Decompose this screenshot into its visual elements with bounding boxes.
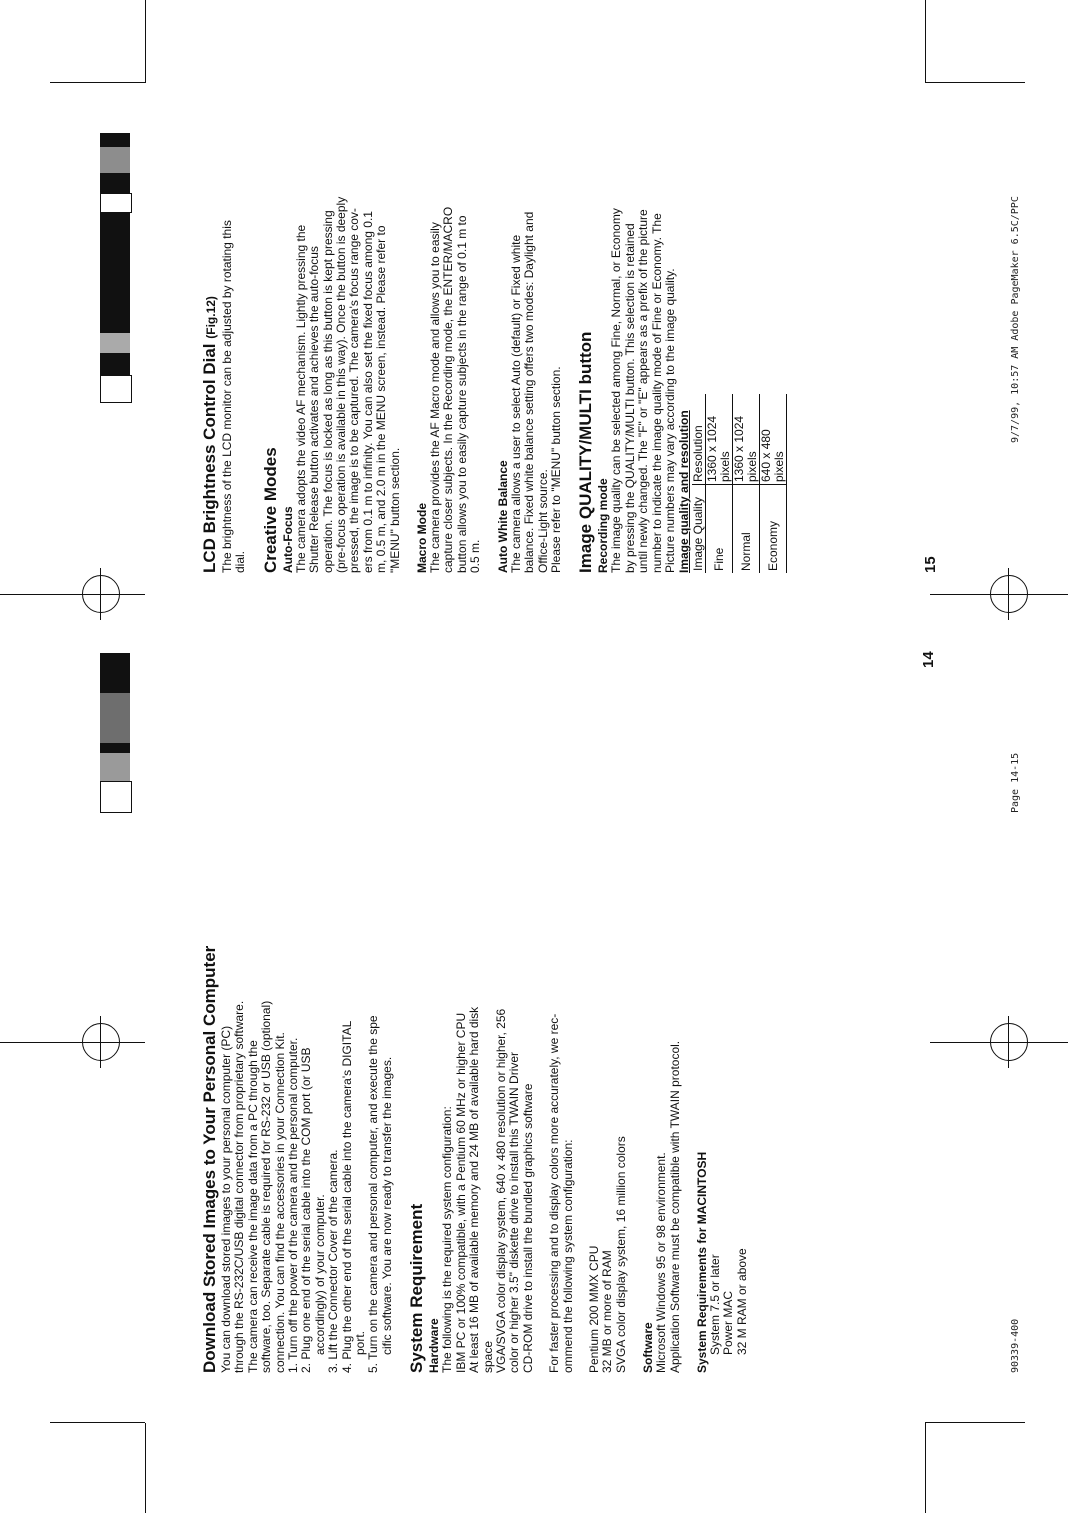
hardware-line: The following is the required system configuration: (440, 1106, 455, 1373)
macro-heading: Macro Mode (415, 502, 430, 573)
swatch-white (100, 781, 132, 813)
step-item: 1. Turn off the power of the camera and the personal computer. (286, 1037, 301, 1373)
step-item: 3. Lift the Connector Cover of the camera. (326, 1149, 341, 1373)
mac-heading: System Requirements for MACINTOSH (694, 1151, 709, 1373)
registration-line (0, 1042, 145, 1043)
quality-title: Image QUALITY/MULTI button (576, 331, 596, 573)
download-line: You can download stored images to your personal computer (PC) (219, 1025, 233, 1373)
recommended-item: SVGA color display system, 16 million colors (613, 1136, 628, 1373)
table-cell: Normal (733, 485, 760, 574)
swatch-gray (100, 333, 130, 353)
quality-line: by pressing the QUALITY/MULTI button. This selection is retained (622, 223, 637, 573)
recommended-item: 32 MB or more of RAM (600, 1250, 615, 1373)
download-title: Download Stored Images to Your Personal Computer (200, 945, 219, 1373)
mac-line: Power MAC (721, 1290, 736, 1355)
crop-mark (925, 82, 1025, 83)
swatch-gray (100, 753, 130, 781)
table-cell: 640 x 480 pixels (760, 394, 787, 485)
quality-line: number to indicate the image quality mode of Fine or Economy. The (649, 213, 664, 573)
step-item: 5. Turn on the camera and personal computer, and execute the spe (366, 1015, 381, 1373)
page-number-left: 14 (920, 651, 937, 668)
macro-line: capture closer subjects. In the Recording mode, the ENTER/MACRO (441, 206, 456, 573)
hardware-line: space (480, 1340, 495, 1373)
step-item: 4. Plug the other end of the serial cable into the camera's DIGITAL (339, 1020, 354, 1373)
table-row (760, 394, 787, 573)
autofocus-line: m, 0.5 m, and 2.0 m in the MENU screen, instead. Please refer to (374, 225, 389, 573)
creative-title: Creative Modes (260, 447, 280, 573)
step-item: port. (353, 1330, 368, 1355)
table-cell: Fine (706, 485, 733, 574)
faster-line: For faster processing and to display colors more accurately, we rec- (547, 1013, 562, 1373)
quality-line: Picture numbers may vary according to the image quality. (662, 268, 677, 573)
registration-line (930, 594, 1068, 595)
table-row (706, 394, 733, 573)
hardware-line: At least 16 MB of available memory and 24 MB of available hard disk (467, 1006, 482, 1373)
crop-mark (925, 0, 926, 83)
download-line: software, too. Separate cable is required for RS-232 or USB (optional) (259, 1000, 274, 1373)
page-number-right: 15 (922, 556, 939, 573)
right-column (200, 83, 787, 573)
registration-line (930, 1042, 1068, 1043)
hardware-line: CD-ROM drive to install the bundled graphics software (520, 1083, 535, 1373)
hardware-line: color or higher 3.5" diskette drive to install this TWAIN Driver (507, 1051, 522, 1373)
software-line: Microsoft Windows 95 or 98 environment. (654, 1152, 669, 1373)
crop-mark (50, 82, 145, 83)
macro-line: 0.5 m. (468, 539, 483, 573)
table-header-cell: Image Quality (692, 485, 706, 574)
quality-table (692, 394, 787, 573)
macro-line: The camera provides the AF Macro mode and allows you to easily (428, 222, 443, 573)
table-header-cell: Resolution (692, 394, 706, 485)
macro-line: button allows you to easily capture subjects in the range of 0.1 m to (454, 215, 469, 573)
color-bar-right (100, 133, 130, 403)
mac-line: System 7.5 or later (707, 1254, 722, 1355)
lcd-line: The brightness of the LCD monitor can be adjusted by rotating this (220, 220, 234, 573)
autofocus-line: "MENU" button section. (387, 447, 402, 573)
autofocus-line: ers from 0.1 m to infinity. You can also set the fixed focus among 0.1 (360, 211, 375, 573)
lcd-title (200, 83, 221, 573)
crop-mark (145, 1423, 146, 1513)
awb-line: Please refer to "MENU" button section. (548, 366, 563, 573)
system-title: System Requirement (407, 1203, 427, 1373)
software-line: Application Software must be compatible with TWAIN protocol. (667, 1040, 682, 1373)
hardware-line: VGA/SVGA color display system, 640 x 480 resolution or higher, 256 (493, 1008, 508, 1373)
awb-line: balance. Fixed white balance setting offers two modes: Daylight and (522, 211, 537, 573)
table-row (733, 394, 760, 573)
swatch-white (100, 375, 132, 403)
awb-line: The camera allows a user to select Auto (default) or Fixed white (508, 234, 523, 573)
swatch-white (100, 193, 132, 213)
autofocus-line: (pre-focus operation is available in this way). Once the button is deeply (334, 196, 349, 573)
software-heading: Software (641, 1322, 656, 1373)
table-caption: Image quality and resolution (677, 410, 692, 573)
crop-mark (50, 1422, 145, 1423)
awb-heading: Auto White Balance (495, 460, 510, 573)
quality-line: The image quality can be selected among Fine, Normal, or Economy (609, 208, 624, 573)
table-cell: 1360 x 1024 pixels (733, 394, 760, 485)
swatch-gray (100, 147, 130, 173)
hardware-line: IBM PC or 100% compatible, with a Pentium 60 MHz or higher CPU (453, 1012, 468, 1373)
awb-line: Office-Light source. (535, 469, 550, 573)
step-item: 2. Plug one end of the serial cable into the COM port (or USB (299, 1047, 314, 1373)
table-cell: 1360 x 1024 pixels (706, 394, 733, 485)
table-cell: Economy (760, 485, 787, 574)
autofocus-heading: Auto-Focus (280, 506, 295, 573)
left-column (200, 903, 749, 1373)
lcd-title-text: LCD Brightness Control Dial (200, 343, 219, 573)
autofocus-line: operation. The focus is locked as long as this button is kept pressing (320, 210, 335, 573)
step-item: cific software. You are now ready to transfer the images. (379, 1056, 394, 1355)
footer-code: 90339-400 (1010, 1318, 1021, 1373)
autofocus-line: Shutter Release button activates and achieves the auto-focus (307, 246, 322, 573)
crop-mark (145, 0, 146, 83)
download-line: connection. You can find the accessories in your Connection Kit. (272, 1032, 287, 1373)
mac-line: 32 M RAM or above (734, 1248, 749, 1355)
hardware-heading: Hardware (427, 1318, 442, 1373)
footer-center: Page 14-15 (1010, 752, 1021, 813)
recommended-item: Pentium 200 MMX CPU (586, 1245, 601, 1373)
registration-line (0, 594, 145, 595)
download-line: The camera can receive the image data from a PC through the (245, 1040, 260, 1373)
faster-line: ommend the following system configuration: (560, 1139, 575, 1373)
crop-mark (925, 1422, 1025, 1423)
autofocus-line: The camera adopts the video AF mechanism. Lightly pressing the (293, 224, 308, 573)
table-header-row (692, 394, 706, 573)
quality-line: until newly changed. The "F" or "E" appears as a prefix of the picture (636, 209, 651, 573)
footer-right: 9/7/99, 10:57 AM Adobe PageMaker 6.5C/PPC (1010, 196, 1021, 443)
recording-heading: Recording mode (596, 478, 611, 573)
swatch-dark (100, 693, 130, 743)
step-item: accordingly) of your computer. (312, 1194, 327, 1355)
autofocus-line: pressed, the image is to be captured. The camera's focus range cov- (347, 208, 362, 573)
download-line: through the RS-232C/USB digital connector from proprietary software. (232, 1000, 247, 1373)
lcd-title-ref: (Fig.12) (204, 296, 218, 339)
crop-mark (925, 1423, 926, 1513)
lcd-line: dial. (233, 550, 248, 573)
